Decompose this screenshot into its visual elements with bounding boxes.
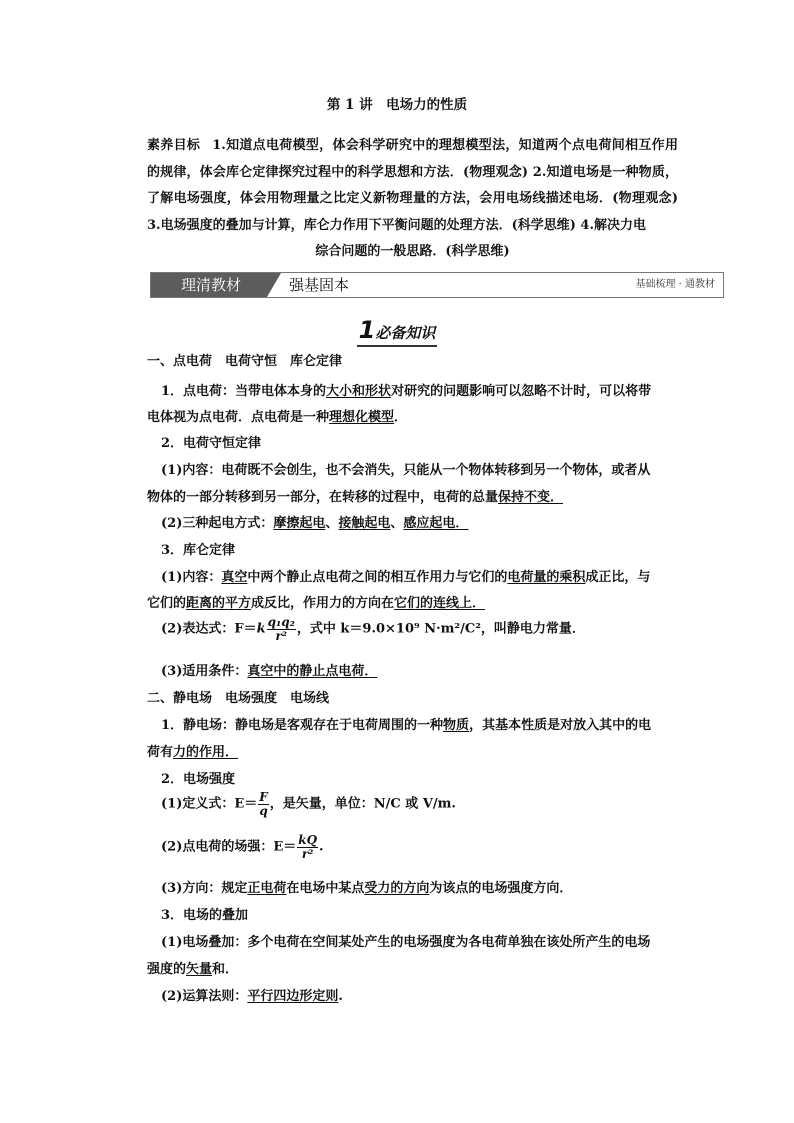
text-line: 它们的距离的平方成反比，作用力的方向在它们的连线上． <box>147 596 486 611</box>
goals-label: 素养目标 <box>147 138 201 153</box>
banner-right-label: 基础梳理 · 通教材 <box>635 279 715 290</box>
goals-last-line: 综合问题的一般思路．(科学思维) <box>315 244 510 259</box>
text-line: (2)三种起电方式：摩擦起电、接触起电、感应起电． <box>161 516 469 531</box>
subheading-superposition: 3．电场的叠加 <box>161 908 249 923</box>
formula-point-charge-field: (2)点电荷的场强：E＝ $\frac{kQ}{\text{r²}}$ . <box>161 833 324 861</box>
text-line: 强度的矢量和． <box>147 962 239 977</box>
text-line: 1．点电荷：当带电体本身的大小和形状对研究的问题影响可以忽略不计时，可以将带 <box>161 384 652 399</box>
formula-coulomb: (2)表达式：F＝k $\frac{\text{q₁q₂}}{\text{r²}}$ ，式中 k＝9.0×10⁹ N·m²/C²，叫静电力常量． <box>161 615 585 643</box>
banner-mid-label: 强基固本 <box>289 276 350 294</box>
subheading-charge-conservation: 2．电荷守恒定律 <box>161 436 262 451</box>
section-number: 1 <box>358 316 376 344</box>
goals-text: 1.知道点电荷模型，体会科学研究中的理想模型法，知道两个点电荷间相互作用的规律，体会库仑定律探究过程中的科学思想和方法．(物理观念) 2.知道电场是一种物质，了解电场强度，体会用物理量之比定义新物理量的方法，会用电场线描述电场．(物理观念) 3.电场强度的叠加与计算，库仑力作用下平衡问题的处理方法．(科学思维) 4.解决力电 <box>147 138 678 233</box>
banner-left-label: 理清教材 <box>151 273 267 297</box>
formula-field-definition: (1)定义式：E＝ $\frac{F}{q}$ ，是矢量，单位：N/C 或 V/m. <box>161 790 456 818</box>
text-line: 1．静电场：静电场是客观存在于电荷周围的一种物质，其基本性质是对放入其中的电 <box>161 718 652 733</box>
subheading-field-strength: 2．电场强度 <box>161 772 236 787</box>
heading-electric-field: 二、静电场 电场强度 电场线 <box>147 691 330 706</box>
text-line: (1)电场叠加：多个电荷在空间某处产生的电场强度为各电荷单独在该处所产生的电场 <box>161 935 651 950</box>
text-line: (1)内容：电荷既不会创生，也不会消失，只能从一个物体转移到另一个物体，或者从 <box>161 463 651 478</box>
text-line: (1)内容：真空中两个静止点电荷之间的相互作用力与它们的电荷量的乘积成正比，与 <box>161 570 651 585</box>
learning-goals <box>147 133 678 266</box>
heading-point-charge: 一、点电荷 电荷守恒 库仑定律 <box>147 354 343 369</box>
section-heading <box>0 316 794 347</box>
text-line: (3)方向：规定正电荷在电场中某点受力的方向为该点的电场强度方向． <box>161 881 573 896</box>
text-line: (2)运算法则：平行四边形定则. <box>161 989 343 1004</box>
banner-slant-decoration <box>267 273 281 297</box>
text-line: 电体视为点电荷．点电荷是一种理想化模型． <box>147 410 408 425</box>
section-banner <box>150 272 724 298</box>
page-title: 第 1 讲 电场力的性质 <box>326 97 468 113</box>
section-title: 必备知识 <box>375 324 436 342</box>
text-line: 物体的一部分转移到另一部分，在转移的过程中，电荷的总量保持不变． <box>147 490 564 505</box>
subheading-coulomb-law: 3．库仑定律 <box>161 543 236 558</box>
text-line: 荷有力的作用． <box>147 745 239 760</box>
text-line: (3)适用条件：真空中的静止点电荷． <box>161 664 378 679</box>
